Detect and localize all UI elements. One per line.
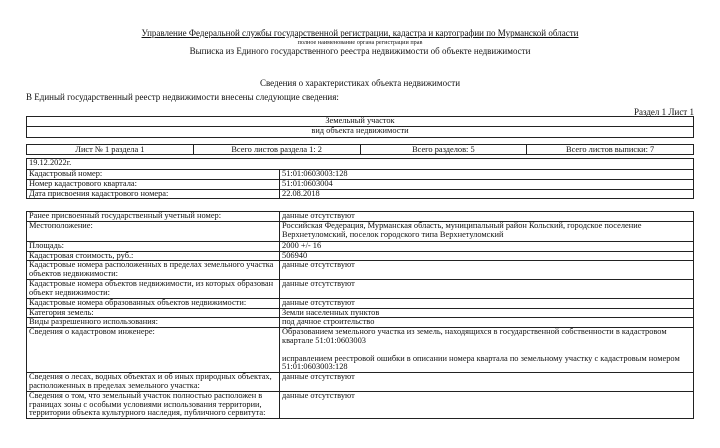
row-value: 506940: [280, 251, 694, 261]
table-row: [27, 212, 694, 222]
row-key: Местоположение:: [27, 221, 280, 241]
row-value: под дачное строительство: [280, 318, 694, 328]
table-row: [27, 280, 694, 299]
table-row: [27, 328, 694, 373]
row-value: данные отсутствуют: [280, 280, 694, 299]
row-key: Сведения о лесах, водных объектах и об иных природных объектах, расположенных в пределах земельного участка:: [27, 373, 280, 392]
row-key: Сведения о кадастровом инженере:: [27, 328, 280, 373]
row-value: 22.08.2018: [280, 189, 694, 199]
pager-total-sections: Всего разделов: 5: [361, 145, 528, 154]
row-value: 51:01:0603003:128: [280, 170, 694, 180]
section-title: Сведения о характеристиках объекта недвижимости: [259, 78, 461, 88]
table-row: [27, 179, 694, 189]
row-value: Образованием земельного участка из земель, находящихся в государственной собственности в кадастровом квартале 51:01:0603003 исправлением реестровой ошибки в описании номера квартала по земельному участку с кадастровым номером 51:01:0603003:128: [280, 328, 694, 373]
row-key: Виды разрешенного использования:: [27, 318, 280, 328]
pager-total-extract-sheets: Всего листов выписки: 7: [566, 145, 655, 154]
row-key: Кадастровые номера расположенных в пределах земельного участка объектов недвижимости:: [27, 261, 280, 280]
pager-row: [26, 144, 694, 155]
row-key: Ранее присвоенный государственный учетный номер:: [27, 212, 280, 222]
row-value: данные отсутствуют: [280, 212, 694, 222]
row-key: Номер кадастрового квартала:: [27, 179, 280, 189]
table-row: [27, 391, 694, 418]
row-value: Российская Федерация, Мурманская область, муниципальный район Кольский, городское поселение Верхнетуломский, поселок городского типа Верхнетуломский: [280, 221, 694, 241]
row-key: Кадастровый номер:: [27, 170, 280, 180]
table-row: [27, 298, 694, 308]
row-value: 2000 +/- 16: [280, 241, 694, 251]
authority-name: Управление Федеральной службы государственной регистрации, кадастра и картографии по Мурманской области: [141, 28, 579, 38]
cadastral-table: [26, 169, 694, 199]
extract-title: Выписка из Единого государственного реестра недвижимости об объекте недвижимости: [189, 46, 531, 56]
table-row: [27, 189, 694, 199]
row-key: Кадастровые номера образованных объектов недвижимости:: [27, 298, 280, 308]
table-row: [27, 241, 694, 251]
row-key: Категория земель:: [27, 308, 280, 318]
table-row: [27, 261, 694, 280]
row-value: данные отсутствуют: [280, 391, 694, 418]
row-value: данные отсутствуют: [280, 298, 694, 308]
row-value: Земли населенных пунктов: [280, 308, 694, 318]
row-key: Кадастровые номера объектов недвижимости, из которых образован объект недвижимости:: [27, 280, 280, 299]
table-row: [27, 170, 694, 180]
table-row: [27, 373, 694, 392]
pager-sheet: Лист № 1 раздела 1: [27, 145, 194, 154]
row-key: Кадастровая стоимость, руб.:: [27, 251, 280, 261]
object-type-caption: вид объекта недвижимости: [26, 127, 694, 138]
authority-caption: полное наименование органа регистрации прав: [297, 39, 423, 46]
row-key: Сведения о том, что земельный участок полностью расположен в границах зоны с особыми условиями использования территории, территории объекта культурного наследия, публичного сервитута:: [27, 391, 280, 418]
section-page: Раздел 1 Лист 1: [633, 107, 694, 117]
row-key: Площадь:: [27, 241, 280, 251]
object-type: Земельный участок: [26, 116, 694, 127]
row-value: данные отсутствуют: [280, 261, 694, 280]
extract-date: 19.12.2022г.: [26, 158, 694, 169]
pager-total-section-sheets: Всего листов раздела 1: 2: [194, 145, 361, 154]
row-key: Дата присвоения кадастрового номера:: [27, 189, 280, 199]
row-value: данные отсутствуют: [280, 373, 694, 392]
row-value: 51:01:0603004: [280, 179, 694, 189]
table-row: [27, 221, 694, 241]
characteristics-table: [26, 211, 694, 419]
intro-text: В Единый государственный реестр недвижимости внесены следующие сведения:: [26, 92, 339, 102]
